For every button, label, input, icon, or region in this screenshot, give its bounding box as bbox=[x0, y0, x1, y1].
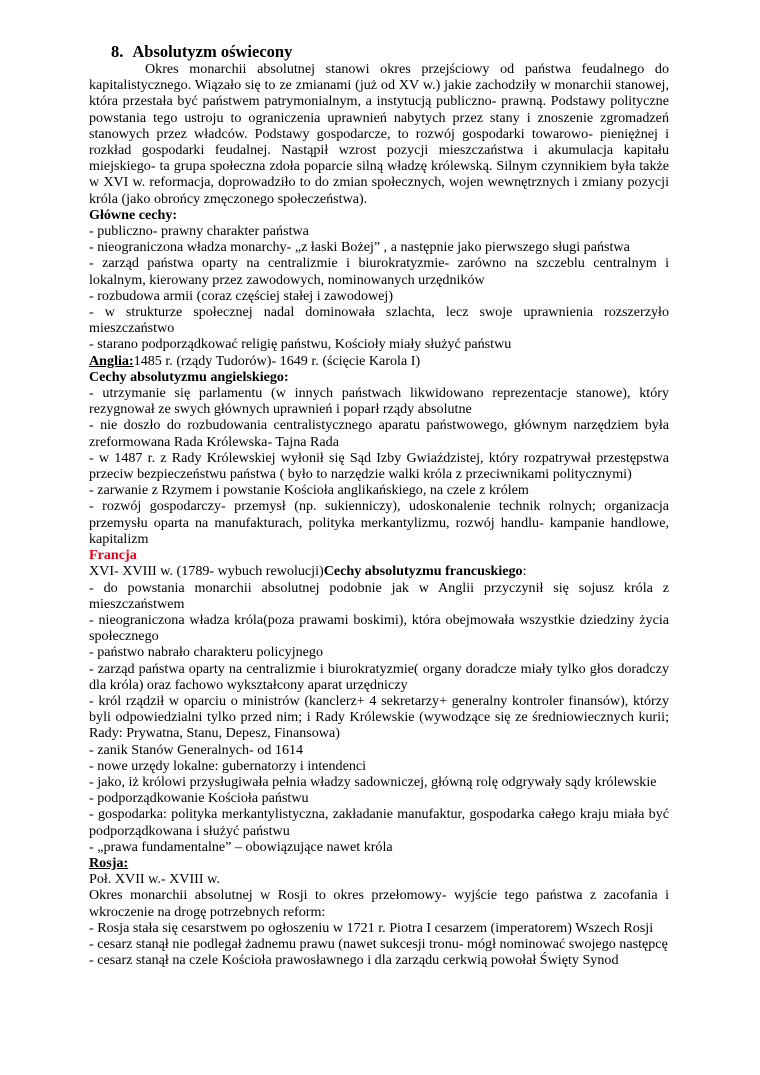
list-item: - cesarz stanął nie podlegał żadnemu prawu (nawet sukcesji tronu- mógł nominować swojego następcę bbox=[89, 935, 668, 952]
list-item: - utrzymanie się parlamentu (w innych państwach likwidowano reprezentacje stanowe), który rezygnował ze swych głównych uprawnień i poparł rządy absolutne bbox=[89, 385, 669, 418]
list-item: - w 1487 r. z Rady Królewskiej wyłonił się Sąd Izby Gwiaździstej, który rozpatrywał przestępstwa przeciw bezpieczeństwu państwa ( było to narzędzie walki króla z przeciwnikami politycznymi) bbox=[89, 449, 669, 483]
section-title bbox=[111, 42, 669, 61]
list-item: - nieograniczona władza króla(poza prawami boskimi), która obejmowała wszystkie dziedziny życia społecznego bbox=[89, 611, 669, 645]
france-header bbox=[89, 563, 669, 579]
list-item: - „prawa fundamentalne” – obowiązujące nawet króla bbox=[89, 838, 393, 855]
list-item: - starano podporządkować religię państwu, Kościoły miały służyć państwu bbox=[89, 336, 512, 353]
france-dates: XVI- XVIII w. (1789- wybuch rewolucji) bbox=[89, 563, 324, 580]
list-item: - król rządził w oparciu o ministrów (kanclerz+ 4 sekretarzy+ generalny kontroler finansów), którzy byli odpowiedzialni tylko przed nim; i Rady Królewskie (wywodzące się ze średniowiecznych kurii; Rady: Prywatna, Stanu, Depesz, Finansowa) bbox=[89, 692, 669, 742]
list-item: - zanik Stanów Generalnych- od 1614 bbox=[89, 741, 304, 758]
england-features-heading: Cechy absolutyzmu angielskiego: bbox=[89, 368, 289, 385]
main-features-heading: Główne cechy: bbox=[89, 206, 178, 223]
main-features-list bbox=[89, 223, 669, 353]
list-item: - zarwanie z Rzymem i powstanie Kościoła anglikańskiego, na czele z królem bbox=[89, 482, 529, 499]
list-item: - publiczno- prawny charakter państwa bbox=[89, 223, 309, 240]
list-item: - jako, iż królowi przysługiwała pełnia władzy sadowniczej, główną rolę odgrywały sądy królewskie bbox=[89, 773, 657, 790]
list-item: - podporządkowanie Kościoła państwu bbox=[89, 790, 309, 807]
france-features-heading: Cechy absolutyzmu francuskiego bbox=[323, 563, 523, 580]
list-item: - gospodarka: polityka merkantylistyczna, zakładanie manufaktur, gospodarka całego kraju miała być podporządkowana i służyć państwu bbox=[89, 806, 669, 839]
document-page bbox=[89, 42, 669, 968]
list-item: - zarząd państwa oparty na centralizmie i biurokratyzmie- zarówno na szczeblu centralnym i lokalnym, kierowany przez zawodowych, nominowanych urzędników bbox=[89, 255, 669, 288]
list-item: - państwo nabrało charakteru policyjnego bbox=[89, 644, 324, 661]
list-item: - nowe urzędy lokalne: gubernatorzy i intendenci bbox=[89, 757, 367, 774]
france-features-list bbox=[89, 580, 669, 855]
intro-paragraph: Okres monarchii absolutnej stanowi okres przejściowy od państwa feudalnego do kapitalistycznego. Wiązało się to ze zmianami (już od XV w.) jakie zachodziły w monarchii stanowej, która przestała być państwem patrymonialnym, a instytucją publiczno- prawną. Podstawy polityczne powstania tego ustroju to ograniczenia uprawnień nabytych przez stany i znoszenie zgromadzeń stanowych przez władców. Podstawy gospodarcze, to rozwój gospodarki towarowo- pieniężnej i rozkład gospodarki feudalnej. Nastąpił wzrost pozycji mieszczaństwa i akumulacja kapitału miejskiego- ta grupa społeczna zdoła poparcie silną władzę królewską. Silnym czynnikiem była także w XVI w. reformacja, doprowadziło to do zmian społecznych, wojen wewnętrznych i zmiany pozycji króla (jako obrońcy zmęczonego społeczeństwa). bbox=[89, 61, 669, 207]
france-features-colon: : bbox=[522, 563, 527, 580]
list-item: - rozwój gospodarczy- przemysł (np. sukienniczy), udoskonalenie technik rolnych; organizacja przemysłu oparta na manufakturach, polityka merkantylizmu, rozwój handlu- kampanie handlowe, kapitalizm bbox=[89, 498, 669, 547]
list-item: - zarząd państwa oparty na centralizmie i biurokratyzmie( organy doradcze miały tylko głos doradczy dla króla) oraz fachowo wykształcony aparat urzędniczy bbox=[89, 660, 669, 693]
russia-dates: Poł. XVII w.- XVIII w. bbox=[89, 871, 220, 888]
list-item: - nieograniczona władza monarchy- „z łaski Bożej” , a następnie jako pierwszego sługi państwa bbox=[89, 239, 630, 256]
england-dates: 1485 r. (rządy Tudorów)- 1649 r. (ścięcie Karola I) bbox=[133, 352, 421, 369]
england-header bbox=[89, 353, 669, 369]
section-number: 8. bbox=[111, 42, 124, 61]
russia-label: Rosja: bbox=[89, 854, 129, 871]
russia-intro: Okres monarchii absolutnej w Rosji to okres przełomowy- wyjście tego państwa z zacofania i wkroczenie na drogę potrzebnych reform: bbox=[89, 887, 669, 920]
list-item: - do powstania monarchii absolutnej podobnie jak w Anglii przyczynił się sojusz króla z mieszczaństwem bbox=[89, 579, 669, 612]
england-features-list bbox=[89, 385, 669, 547]
list-item: - nie doszło do rozbudowania centralistycznego aparatu państwowego, głównym narzędziem była zreformowana Rada Królewska- Tajna Rada bbox=[89, 417, 669, 450]
list-item: - w strukturze społecznej nadal dominowała szlachta, lecz swoje uprawnienia rozszerzyło mieszczaństwo bbox=[89, 304, 669, 337]
list-item: - cesarz stanął na czele Kościoła prawosławnego i dla zarządu cerkwią powołał Święty Synod bbox=[89, 952, 619, 969]
list-item: - rozbudowa armii (coraz częściej stałej i zawodowej) bbox=[89, 287, 394, 304]
section-title-text: Absolutyzm oświecony bbox=[132, 42, 293, 61]
russia-features-list bbox=[89, 920, 669, 969]
france-label: Francja bbox=[89, 547, 137, 564]
list-item: - Rosja stała się cesarstwem po ogłoszeniu w 1721 r. Piotra I cesarzem (imperatorem) Wszech Rosji bbox=[89, 919, 654, 936]
england-label: Anglia: bbox=[89, 352, 134, 369]
